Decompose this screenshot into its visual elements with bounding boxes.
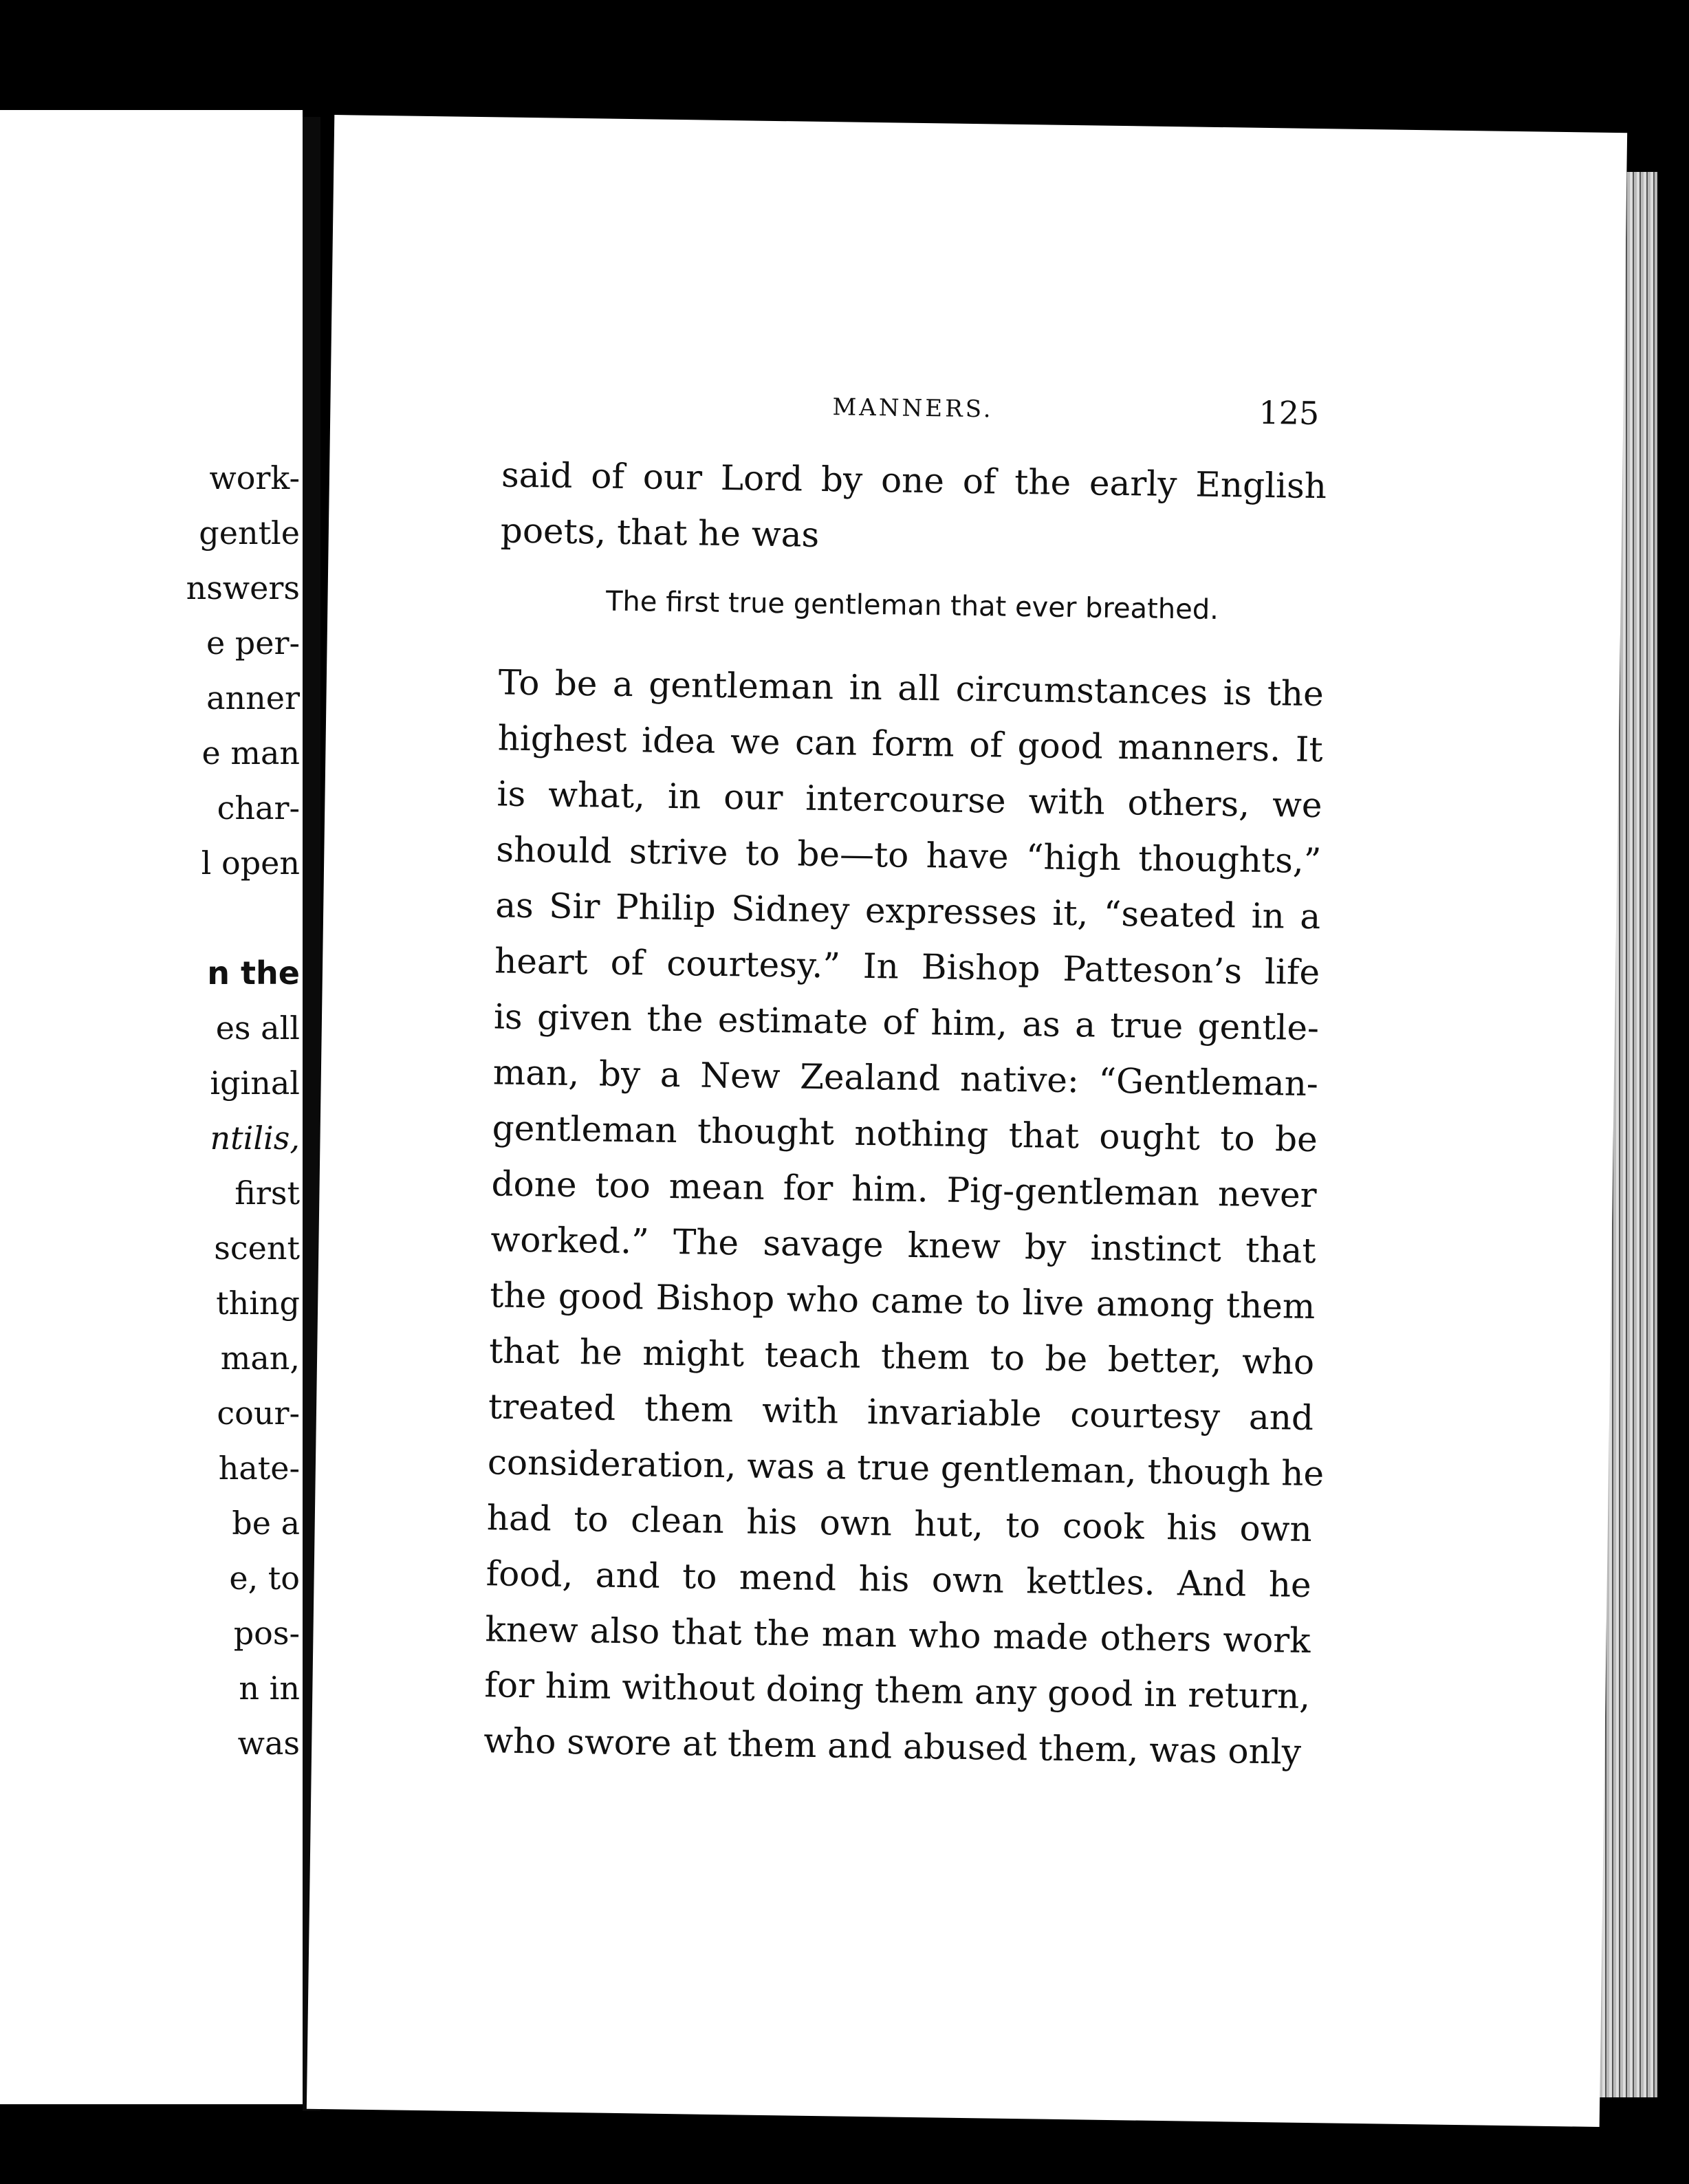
left-page-line: n in bbox=[239, 1670, 300, 1707]
left-page-line: cour- bbox=[217, 1395, 300, 1432]
text-line: consideration, was a true gentleman, though he bbox=[487, 1442, 1325, 1494]
left-page bbox=[0, 110, 303, 2104]
text-line: man, by a New Zealand native: “Gentleman- bbox=[492, 1052, 1319, 1104]
text-line: worked.” The savage knew by instinct that bbox=[490, 1219, 1316, 1271]
text-line: who swore at them and abused them, was only bbox=[483, 1721, 1302, 1772]
left-page-line: first bbox=[235, 1175, 300, 1212]
text-line: gentleman thought nothing that ought to be bbox=[492, 1108, 1318, 1160]
page-number: 125 bbox=[1258, 393, 1320, 433]
left-page-line: hate- bbox=[218, 1450, 300, 1487]
body-paragraph bbox=[483, 655, 1325, 1780]
text-line: To be a gentleman in all circumstances is the bbox=[498, 662, 1325, 714]
text-line: is what, in our intercourse with others, we bbox=[497, 774, 1322, 826]
running-head bbox=[330, 386, 1624, 446]
left-page-line: l open bbox=[201, 844, 300, 882]
right-page bbox=[307, 115, 1627, 2127]
left-page-line: man, bbox=[220, 1340, 300, 1377]
text-line: had to clean his own hut, to cook his own bbox=[486, 1498, 1313, 1550]
text-line: the good Bishop who came to live among them bbox=[489, 1275, 1316, 1327]
text-line: that he might teach them to be better, who bbox=[488, 1331, 1315, 1383]
text-line: knew also that the man who made others work bbox=[485, 1609, 1311, 1661]
text-line: is given the estimate of him, as a true gentle- bbox=[493, 996, 1320, 1049]
left-page-line: work- bbox=[209, 459, 300, 496]
text-line: said of our Lord by one of the early English bbox=[501, 455, 1327, 507]
left-page-line: pos- bbox=[233, 1615, 300, 1652]
left-page-line: e per- bbox=[206, 624, 300, 662]
text-line: heart of courtesy.” In Bishop Patteson’s life bbox=[494, 941, 1320, 993]
text-line: highest idea we can form of good manners. It bbox=[497, 718, 1323, 770]
left-page-line: es all bbox=[215, 1009, 300, 1047]
left-page-line: gentle bbox=[199, 514, 300, 552]
text-line: done too mean for him. Pig-gentleman never bbox=[491, 1164, 1317, 1216]
text-line: should strive to be—to have “high thoughts,” bbox=[496, 829, 1322, 882]
left-page-line: scent bbox=[214, 1230, 300, 1267]
quotation: The first true gentleman that ever breathed. bbox=[605, 585, 1219, 626]
left-page-line: ntilis, bbox=[210, 1120, 300, 1157]
left-page-line: e man bbox=[201, 734, 300, 772]
left-page-line: thing bbox=[216, 1285, 300, 1322]
left-page-line: was bbox=[237, 1725, 300, 1762]
text-line: food, and to mend his own kettles. And he bbox=[486, 1553, 1312, 1606]
text-line: as Sir Philip Sidney expresses it, “seated in a bbox=[494, 885, 1321, 937]
text-line: treated them with invariable courtesy and bbox=[488, 1386, 1314, 1439]
left-page-line: n the bbox=[207, 954, 300, 992]
main-text bbox=[483, 447, 1327, 1780]
left-page-line: nswers bbox=[186, 569, 300, 607]
left-page-line: char- bbox=[217, 789, 300, 827]
left-page-line bbox=[186, 891, 300, 946]
left-page-text bbox=[186, 450, 300, 1771]
text-line: for him without doing them any good in return, bbox=[484, 1665, 1311, 1717]
left-page-line: e, to bbox=[229, 1560, 300, 1597]
left-page-line: be a bbox=[232, 1505, 300, 1542]
running-title: MANNERS. bbox=[832, 393, 994, 424]
text-line: poets, that he was bbox=[500, 510, 820, 555]
left-page-line: anner bbox=[206, 679, 300, 717]
left-page-line: iginal bbox=[210, 1064, 300, 1102]
